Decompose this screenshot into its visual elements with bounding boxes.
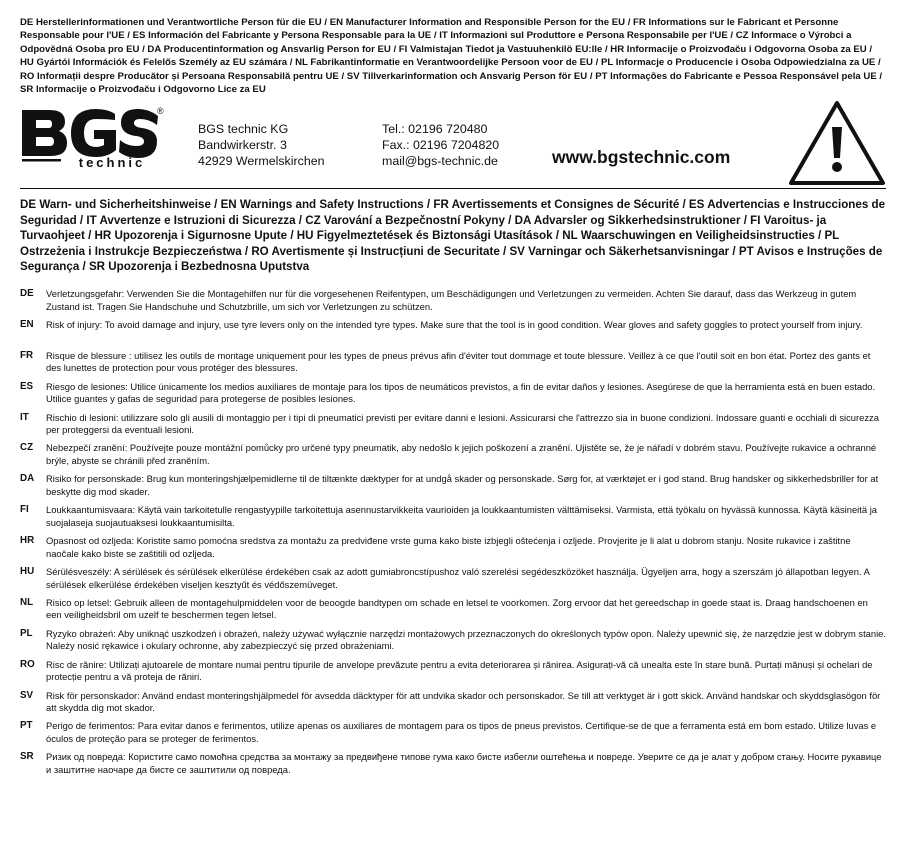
warning-row (20, 473, 886, 504)
warning-language-code: DA (20, 473, 35, 485)
warning-language-code: FR (20, 349, 34, 361)
warning-text: Risk of injury: To avoid damage and injury, use tyre levers only on the intended tyre types. Make sure that the tool is in good condition. Wear gloves and safety goggles to protect yourself from injury. (46, 318, 863, 330)
warning-language-code: RO (20, 658, 35, 670)
company-fax: Fax.: 02196 7204820 (382, 138, 500, 152)
section-divider (20, 188, 886, 189)
warning-row (20, 628, 886, 659)
warning-row (20, 412, 886, 443)
warning-text: Nebezpečí zranění: Používejte pouze montážní pomůcky pro určené typy pneumatik, aby nedošlo k jejich poškození a zranění. Ujistěte se, že je nářadí v dobrém stavu. Používejte rukavice a ochranné brýle, abyste se chránili před zraněním. (46, 442, 877, 466)
logo-subtitle: technic (78, 155, 146, 168)
warning-row (20, 350, 886, 381)
company-email: mail@bgs-technic.de (382, 154, 498, 168)
company-name: BGS technic KG (198, 122, 289, 136)
warning-language-code: DE (20, 288, 34, 299)
warning-language-code: EN (20, 318, 34, 330)
warning-text: Sérülésveszély: A sérülések és sérülések elkerülése érdekében csak az adott gumiabroncstípushoz való szerelési segédeszközöket használja. Ügyeljen arra, hogy a szerszám jó állapotban legyen. A sérülések elkerülése érdekében viseljen kesztyűt és védőszemüveget. (46, 566, 870, 590)
warning-row (20, 535, 886, 566)
warning-text: Loukkaantumisvaara: Käytä vain tarkoitetulle rengastyypille tarkoitettuja asennustarvikkeita vaurioiden ja loukkaantumisten välttämiseksi. Varmista, että työkalu on hyvässä kunnossa. Käytä käsineitä ja suojalaseja suojautuaksesi loukkaantumisilta. (46, 504, 877, 528)
warning-row (20, 566, 886, 597)
company-phone: Tel.: 02196 720480 (382, 122, 488, 136)
company-address (198, 121, 325, 169)
bgs-logo (20, 104, 164, 168)
warning-language-code: HR (20, 535, 35, 547)
warning-text: Opasnost od ozljeda: Koristite samo pomoćna sredstva za montažu za predviđene vrste guma kako biste izbjegli oštećenja i ozljede. Provjerite je li alat u dobrom stanju. Nosite rukavice i zaštitne naočale kako biste se zaštitili od ozljeda. (46, 535, 851, 559)
warning-row (20, 319, 886, 350)
warning-text: Risque de blessure : utilisez les outils de montage uniquement pour les types de pneus prévus afin d'éviter tout dommage et toute blessure. Veillez à ce que l'outil soit en bon état. Portez des gants et des lunettes de protection pour vous protéger des blessures. (46, 349, 871, 374)
warning-row (20, 720, 886, 751)
logo-registered-mark: ® (157, 106, 164, 116)
warning-text: Ризик од повреда: Користите само помоћна средства за монтажу за предвиђене типове гума како бисте избегли оштећења и повреде. Уверите се да је алат у добром стању. Носите рукавице и заштитне наочаре да бисте се заштитили од повреда. (46, 751, 882, 775)
warning-language-code: PT (20, 720, 33, 732)
warning-text: Verletzungsgefahr: Verwenden Sie die Montagehilfen nur für die vorgesehenen Reifentypen, um Beschädigungen und Verletzungen zu vermeiden. Achten Sie darauf, dass das Werkzeug in gutem Zustand ist. Tragen Sie Handschuhe und Schutzbrille, um sich vor Verletzungen zu schützen. (46, 288, 857, 312)
warning-text: Risc de rănire: Utilizați ajutoarele de montare numai pentru tipurile de anvelope prevăzute pentru a evita deteriorarea și rănirea. Asigurați-vă că unealta este în stare bună. Purtați mănuși și ochelari de protecție pentru a vă proteja de răniri. (46, 658, 873, 683)
warning-row (20, 381, 886, 412)
warnings-list (20, 288, 886, 782)
company-contact (382, 121, 499, 169)
warning-row (20, 504, 886, 535)
company-city: 42929 Wermelskirchen (198, 154, 325, 168)
company-website: www.bgstechnic.com (552, 147, 731, 167)
warning-row (20, 751, 886, 782)
company-street: Bandwirkerstr. 3 (198, 138, 287, 152)
warning-text: Ryzyko obrażeń: Aby uniknąć uszkodzeń i obrażeń, należy używać wyłącznie narzędzi montażowych przeznaczonych do określonych typów opon. Należy upewnić się, że narzędzie jest w dobrym stanie. Należy nosić rękawice i okulary ochronne, aby zabezpieczyć się przed obrażeniami. (46, 627, 887, 652)
warning-language-code: SV (20, 689, 34, 701)
warning-row (20, 690, 886, 721)
manufacturer-info-heading: DE Herstellerinformationen und Verantwortliche Person für die EU / EN Manufacturer Information and Responsible Person for the EU / FR Informations sur le Fabricant et Personne Responsable pour l'UE / ES Información del Fabricante y Persona Responsable para la UE / IT Informazioni sul Produttore e Persona Responsabile per l'UE / CZ Informace o Výrobci a Odpovědná Osoba pro EU / DA Producentinformation og Ansvarlig Person for EU / FI Valmistajan Tiedot ja Vastuuhenkilö EU:lle / HR Informacije o Proizvođaču i Odgovorna Osoba za EU / HU Gyártói Információk és Felelős Személy az EU számára / NL Fabrikantinformatie en Verantwoordelijke Persoon voor de EU / PL Informacje o Producencie i Osoba Odpowiedzialna za UE / RO Informații despre Producător și Persoana Responsabilă pentru UE / SV Tillverkarinformation och Ansvarig Person för EU / PT Informações do Fabricante e Pessoa Responsável pela UE / SR Informacije o Proizvođaču i Odgovorno Lice za EU (20, 17, 883, 96)
warning-language-code: SR (20, 751, 34, 763)
warning-triangle-icon (788, 100, 886, 186)
warning-language-code: FI (20, 504, 29, 516)
safety-instructions-heading: DE Warn- und Sicherheitshinweise / EN Warnings and Safety Instructions / FR Avertissements et Consignes de Sécurité / ES Advertencias e Instrucciones de Seguridad / IT Avvertenze e Istruzioni di Sicurezza / CZ Varování a Bezpečnostní Pokyny / DA Advarsler og Sikkerhedsinstruktioner / FI Varoitus- ja Turvaohjeet / HR Upozorenja i Sigurnosne Upute / HU Figyelmeztetések és Biztonsági Utasítások / NL Waarschuwingen en Veiligheidsinstructies / PL Ostrzeżenia i Instrukcje Bezpieczeństwa / RO Avertismente și Instrucțiuni de Securitate / SV Varningar och Säkerhetsanvisningar / PT Avisos e Instruções de Segurança / SR Upozorenja i Bezbednosna Uputstva (20, 198, 886, 274)
warning-row (20, 659, 886, 690)
warning-text: Risk för personskador: Använd endast monteringshjälpmedel för avsedda däcktyper för att undvika skador och personskador. Se till att verktyget är i gott skick. Använd handskar och skyddsglasögon för att skydda dig mot skador. (46, 689, 881, 714)
warning-language-code: CZ (20, 442, 34, 454)
warning-language-code: HU (20, 566, 35, 578)
warning-text: Perigo de ferimentos: Para evitar danos e ferimentos, utilize apenas os auxiliares de montagem para os tipos de pneus previstos. Certifique-se de que a ferramenta está em bom estado. Utilize luvas e óculos de proteção para se proteger de ferimentos. (46, 720, 877, 744)
warning-row (20, 288, 886, 319)
warning-language-code: IT (20, 411, 29, 423)
warning-text: Rischio di lesioni: utilizzare solo gli ausili di montaggio per i tipi di pneumatici previsti per evitare danni e lesioni. Assicurarsi che l'attrezzo sia in buone condizioni. Indossare guanti e occhiali di sicurezza per proteggersi da eventuali lesioni. (46, 411, 879, 436)
warning-language-code: NL (20, 596, 34, 608)
warning-text: Riesgo de lesiones: Utilice únicamente los medios auxiliares de montaje para los tipos de neumáticos previstos, a fin de evitar daños y lesiones. Asegúrese de que la herramienta está en buen estado. Utilice guantes y gafas de seguridad para protegerse de posibles lesiones. (46, 380, 876, 405)
warning-language-code: PL (20, 627, 33, 639)
warning-text: Risico op letsel: Gebruik alleen de montagehulpmiddelen voor de beoogde bandtypen om schade en letsel te voorkomen. Zorg ervoor dat het gereedschap in goede staat is. Draag handschoenen en een veiligheidsbril om uzelf te beschermen tegen letsel. (46, 596, 868, 621)
warning-row (20, 597, 886, 628)
warning-language-code: ES (20, 380, 34, 392)
warning-row (20, 442, 886, 473)
warning-text: Risiko for personskade: Brug kun monteringshjælpemidlerne til de tiltænkte dæktyper for at undgå skader og personskade. Sørg for, at værktøjet er i god stand. Brug handsker og sikkerhedsbriller for at beskytte dig mod skader. (46, 473, 879, 497)
